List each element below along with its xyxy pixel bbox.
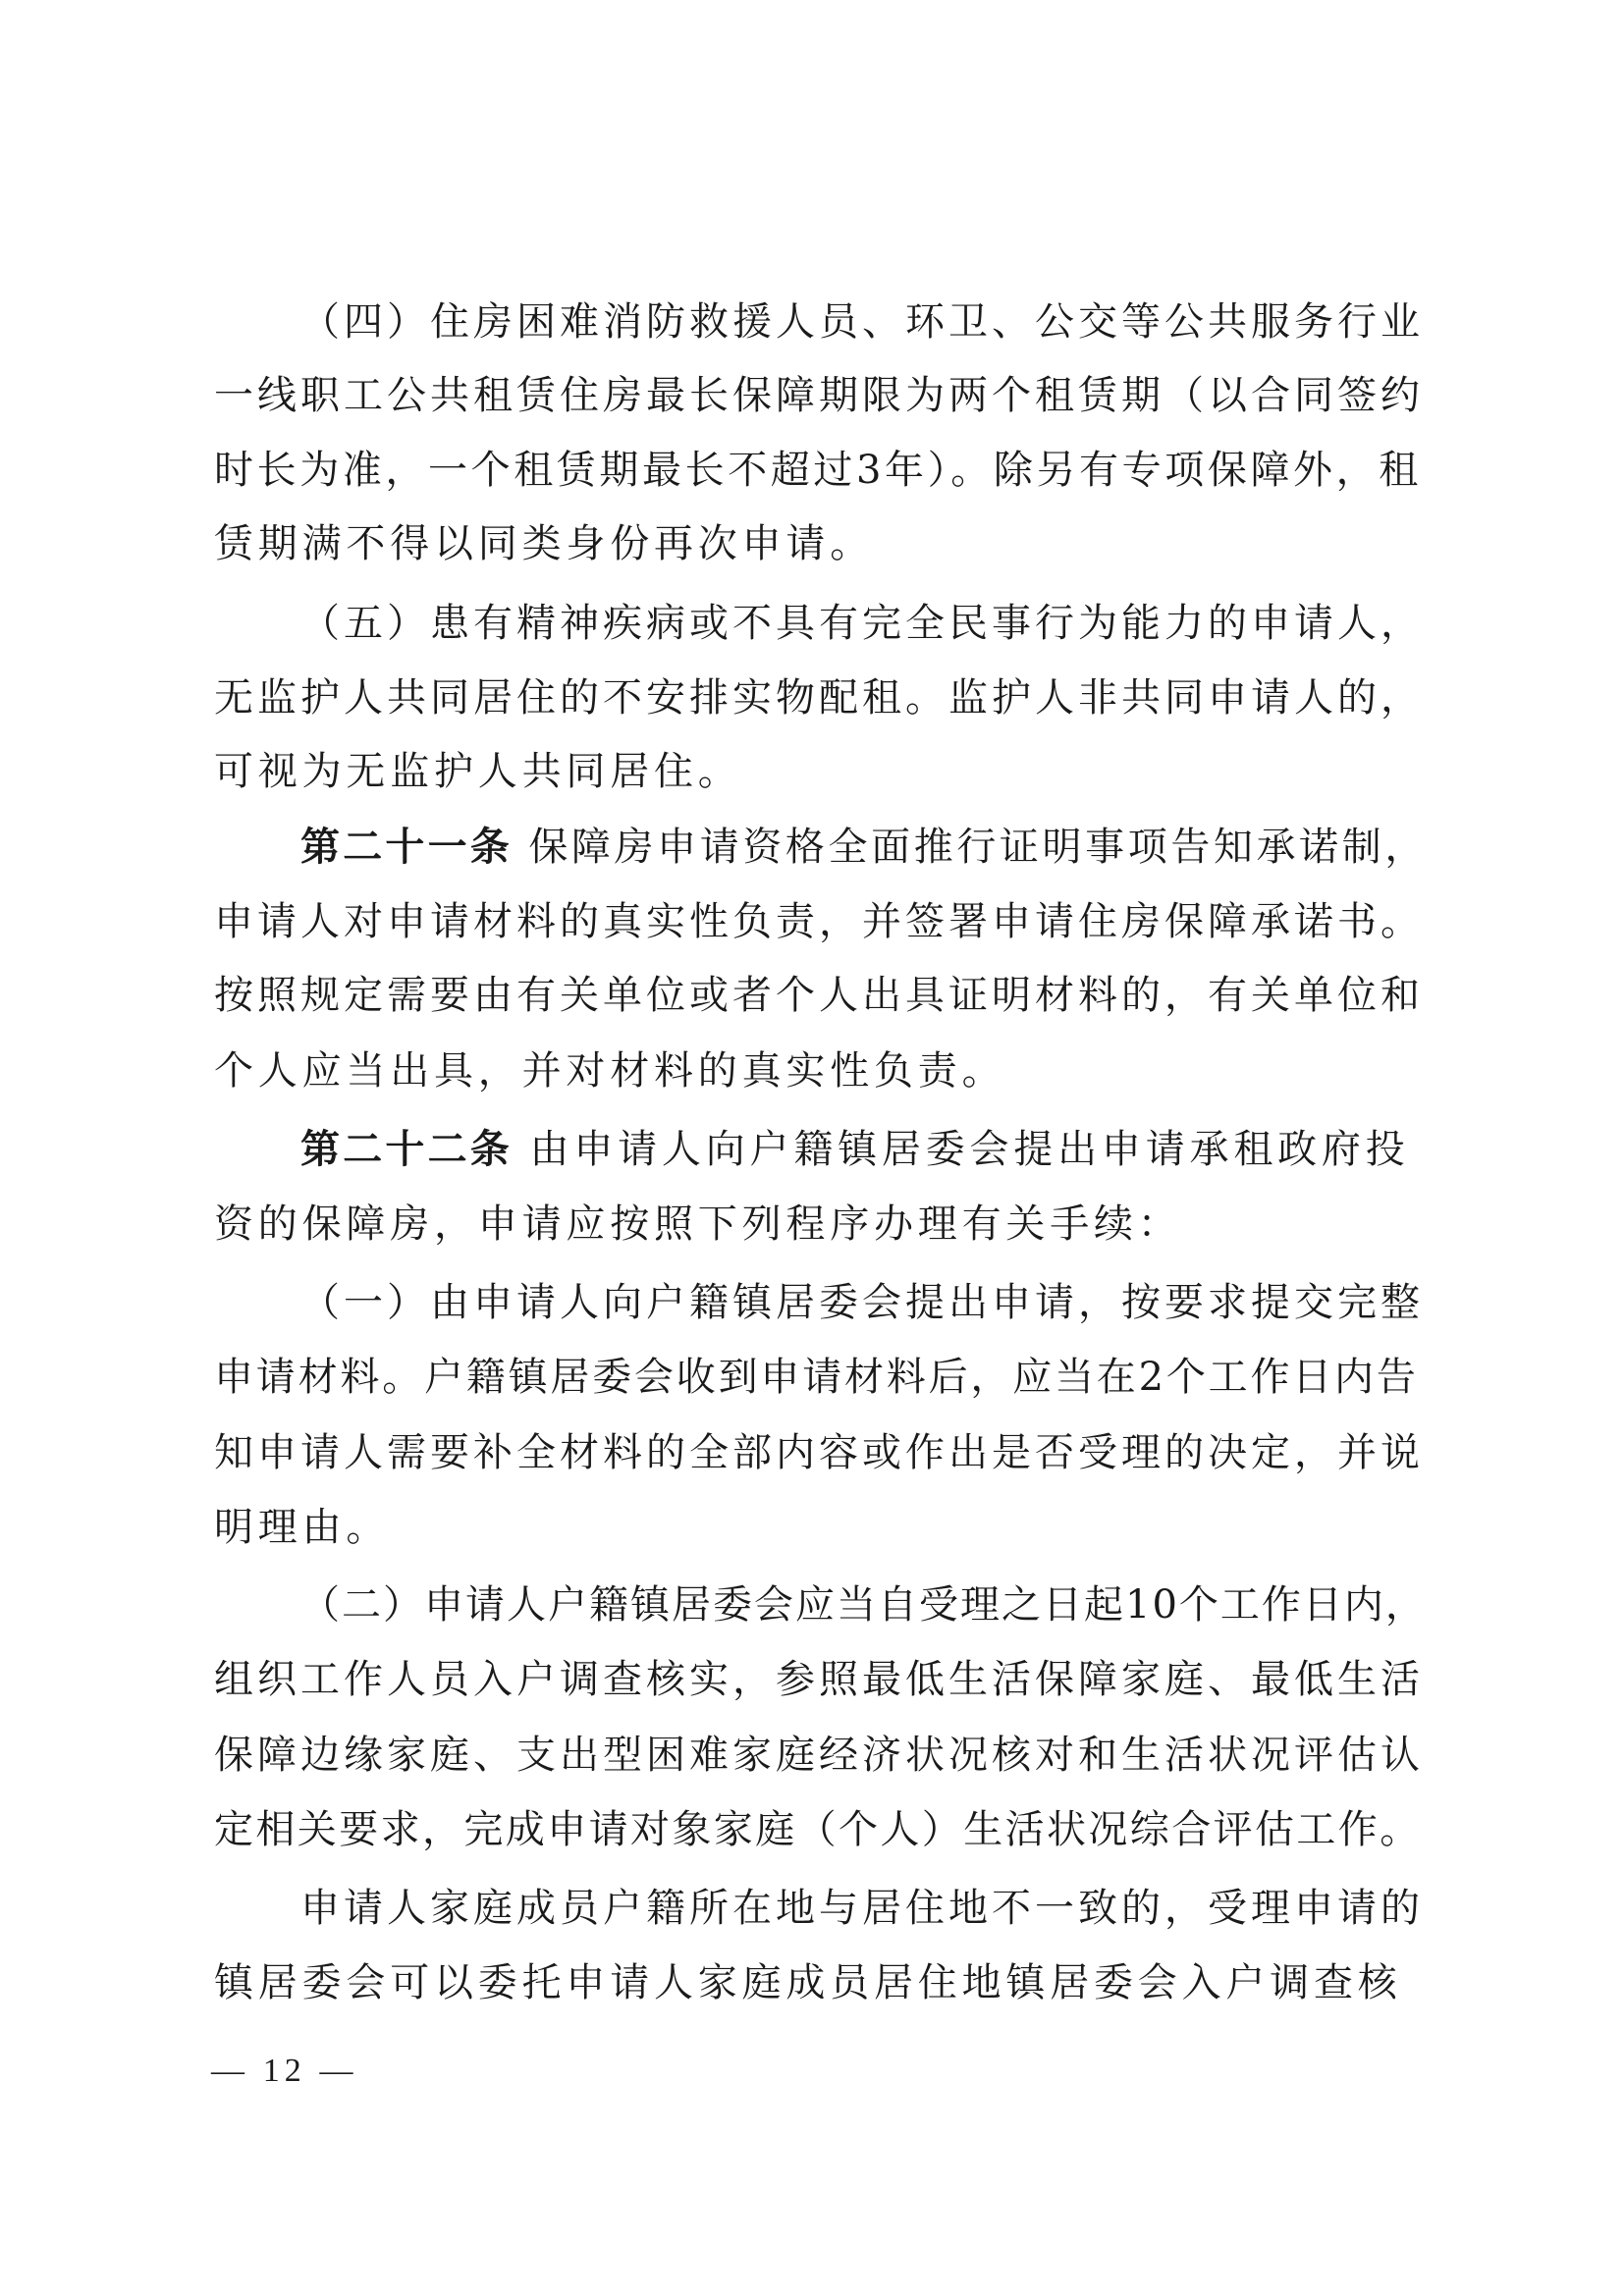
- article-heading: 第二十一条: [300, 825, 513, 870]
- line-text: 申请人家庭成员户籍所在地与居住地不一致的，受理申请的: [300, 1886, 1424, 1931]
- text-line: [300, 1884, 1424, 1933]
- text-line: [300, 1580, 1427, 1629]
- line-text: 镇居委会可以委托申请人家庭成员居住地镇居委会入户调查核: [214, 1960, 1402, 2005]
- line-text: 时长为准，一个租赁期最长不超过3年）。除另有专项保障外，租: [214, 448, 1422, 493]
- line-text: 个人应当出具，并对材料的真实性负责。: [214, 1048, 1006, 1094]
- text-line: [300, 599, 1424, 648]
- text-line: [214, 519, 874, 568]
- line-text: 可视为无监护人共同居住。: [214, 749, 742, 794]
- text-line: [214, 1731, 1424, 1780]
- text-line: [214, 673, 1424, 722]
- text-line: [214, 1805, 1422, 1854]
- line-text: 无监护人共同居住的不安排实物配租。监护人非共同申请人的，: [214, 675, 1424, 721]
- text-line: [300, 1278, 1424, 1327]
- text-line: [214, 371, 1424, 420]
- line-text: 按照规定需要由有关单位或者个人出具证明材料的，有关单位和: [214, 973, 1424, 1018]
- text-line: [214, 971, 1424, 1020]
- text-line: [214, 1655, 1424, 1704]
- line-text: 知申请人需要补全材料的全部内容或作出是否受理的决定，并说: [214, 1430, 1424, 1475]
- text-line: [214, 747, 742, 796]
- line-text: （五）患有精神疾病或不具有完全民事行为能力的申请人，: [300, 601, 1424, 646]
- article-21-line: [300, 823, 1428, 872]
- text-line: [214, 1046, 1005, 1095]
- line-text: 保障房申请资格全面推行证明事项告知承诺制，: [513, 825, 1428, 870]
- text-line: [214, 446, 1422, 495]
- text-line: [214, 1200, 1182, 1249]
- line-text: 明理由。: [214, 1505, 391, 1550]
- page-number: — 12 —: [211, 2053, 358, 2089]
- text-line: [214, 1958, 1402, 2007]
- line-text: 申请材料。户籍镇居委会收到申请材料后，应当在2个工作日内告: [214, 1355, 1419, 1400]
- line-text: 一线职工公共租赁住房最长保障期限为两个租赁期（以合同签约: [214, 373, 1424, 418]
- line-text: 资的保障房，申请应按照下列程序办理有关手续：: [214, 1201, 1182, 1247]
- line-text: 由申请人向户籍镇居委会提出申请承租政府投: [513, 1127, 1410, 1172]
- line-text: 组织工作人员入户调查核实，参照最低生活保障家庭、最低生活: [214, 1657, 1424, 1702]
- line-text: （四）住房困难消防救援人员、环卫、公交等公共服务行业: [300, 299, 1424, 345]
- line-text: 申请人对申请材料的真实性负责，并签署申请住房保障承诺书。: [214, 899, 1424, 944]
- line-text: 保障边缘家庭、支出型困难家庭经济状况核对和生活状况评估认: [214, 1733, 1424, 1778]
- line-text: （一）由申请人向户籍镇居委会提出申请，按要求提交完整: [300, 1280, 1424, 1325]
- line-text: （二）申请人户籍镇居委会应当自受理之日起10个工作日内，: [300, 1582, 1427, 1628]
- article-22-line: [300, 1125, 1410, 1174]
- text-line: [214, 1428, 1424, 1477]
- line-text: 赁期满不得以同类身份再次申请。: [214, 521, 874, 566]
- text-line: [214, 897, 1424, 946]
- text-line: [214, 1503, 390, 1552]
- line-text: 定相关要求，完成申请对象家庭（个人）生活状况综合评估工作。: [214, 1807, 1422, 1852]
- text-line: [214, 1353, 1419, 1402]
- text-line: [300, 297, 1424, 347]
- article-heading: 第二十二条: [300, 1127, 513, 1172]
